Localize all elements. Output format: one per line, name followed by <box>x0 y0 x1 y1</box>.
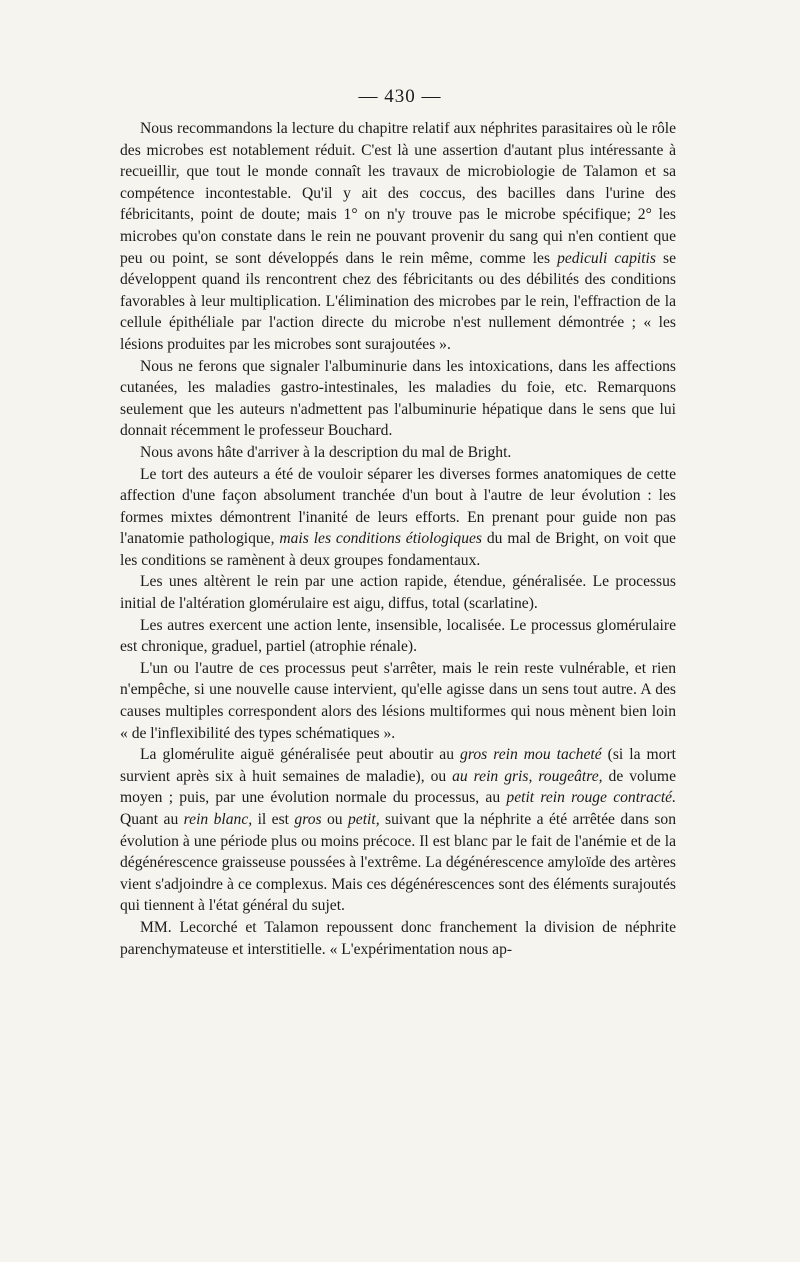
body-text <box>120 118 676 960</box>
italic-run: au rein gris, rougeâtre, <box>452 767 603 785</box>
paragraph <box>120 744 676 917</box>
paragraph <box>120 118 676 356</box>
text-run: du mal de Bright, on voit que les conditions se ramènent à deux groupes fondamentaux. <box>120 530 676 569</box>
text-run: Les unes altèrent le rein par une action rapide, étendue, généralisée. Le processus initial de l'altération glomérulaire est aigu, diffus, total (scarlatine). <box>120 573 676 613</box>
italic-run: gros rein mou tacheté <box>460 746 602 764</box>
text-run: MM. Lecorché et Talamon repoussent donc franchement la division de néphrite parenchymateuse et interstitielle. « L'expérimentation nous ap- <box>120 918 676 958</box>
text-run: Quant au <box>120 811 184 828</box>
paragraph <box>120 615 676 658</box>
italic-run: petit rein rouge contracté. <box>506 789 676 807</box>
text-run: L'un ou l'autre de ces processus peut s'arrêter, mais le rein reste vulnérable, et rien n'empêche, si une nouvelle cause intervient, qu'elle agisse dans un sens tout autre. A des causes multiples correspondent alors des lésions multiformes qui nous mènent bien loin « de l'inflexibilité des types schématiques ». <box>120 659 676 742</box>
text-run: Nous ne ferons que signaler l'albuminurie dans les intoxications, dans les affections cutanées, les maladies gastro-intestinales, les maladies du foie, etc. Remarquons seulement que les auteurs n'admettent pas l'albuminurie hépatique dans le sens que lui donnait récemment le professeur Bouchard. <box>120 357 676 440</box>
page-number: — 430 — <box>358 86 442 107</box>
italic-run: gros <box>294 811 322 828</box>
text-run: suivant que la néphrite a été arrêtée dans son évolution à une période plus ou moins précoce. Il est blanc par le fait de l'anémie et de la dégénérescence graisseuse poussées à l'extrême. La dégénérescence amyloïde des artères vient s'adjoindre à ce complexus. Mais ces dégénérescences sont des éléments surajoutés qui tiennent à l'état général du sujet. <box>120 811 677 915</box>
text-run: (si la mort survient après six à huit semaines de maladie), ou <box>120 746 676 785</box>
italic-run: rein blanc, <box>183 811 253 828</box>
italic-run: petit, <box>348 811 380 828</box>
text-run: il est <box>252 811 295 828</box>
text-run: ou <box>321 811 348 828</box>
paragraph <box>120 917 676 960</box>
paragraph <box>120 571 676 614</box>
text-run: se développent quand ils rencontrent chez des fébricitants ou des débilités des conditions favorables à leur multiplication. L'élimination des microbes par le rein, l'effraction de la cellule épithéliale par l'action directe du microbe n'est nullement démontrée ; « les lésions produites par les microbes sont surajoutées ». <box>120 249 677 353</box>
italic-run: mais les conditions étiologiques <box>279 530 482 548</box>
text-run: Le tort des auteurs a été de vouloir séparer les diverses formes anatomiques de cette affection d'une façon absolument tranchée d'un bout à l'autre de leur évolution : les formes mixtes démontrent l'inanité de leurs efforts. En prenant pour guide non pas l'anatomie pathologique, <box>120 465 676 548</box>
text-run: Nous recommandons la lecture du chapitre relatif aux néphrites parasitaires où le rôle des microbes est notablement réduit. C'est là une assertion d'autant plus intéressante à recueillir, que tout le monde connaît les travaux de microbiologie de Talamon et sa compétence incontestable. Qu'il y ait des coccus, des bacilles dans l'urine des fébricitants, point de doute; mais 1° on n'y trouve pas le microbe spécifique; 2° les microbes qu'on constate dans le rein ne pouvant provenir du sang qui n'en contient que peu ou point, se sont développés dans le rein même, comme les <box>120 120 676 267</box>
italic-run: pediculi capitis <box>557 249 656 267</box>
paragraph <box>120 464 676 572</box>
text-run: Les autres exercent une action lente, insensible, localisée. Le processus glomérulaire est chronique, graduel, partiel (atrophie rénale). <box>120 616 676 656</box>
text-run: Nous avons hâte d'arriver à la description du mal de Bright. <box>140 443 512 461</box>
paragraph <box>120 442 676 464</box>
paragraph <box>120 356 676 442</box>
paragraph <box>120 658 676 744</box>
text-run: de volume moyen ; puis, par une évolution normale du processus, au <box>120 767 676 807</box>
text-run: La glomérulite aiguë généralisée peut aboutir au <box>140 746 461 764</box>
